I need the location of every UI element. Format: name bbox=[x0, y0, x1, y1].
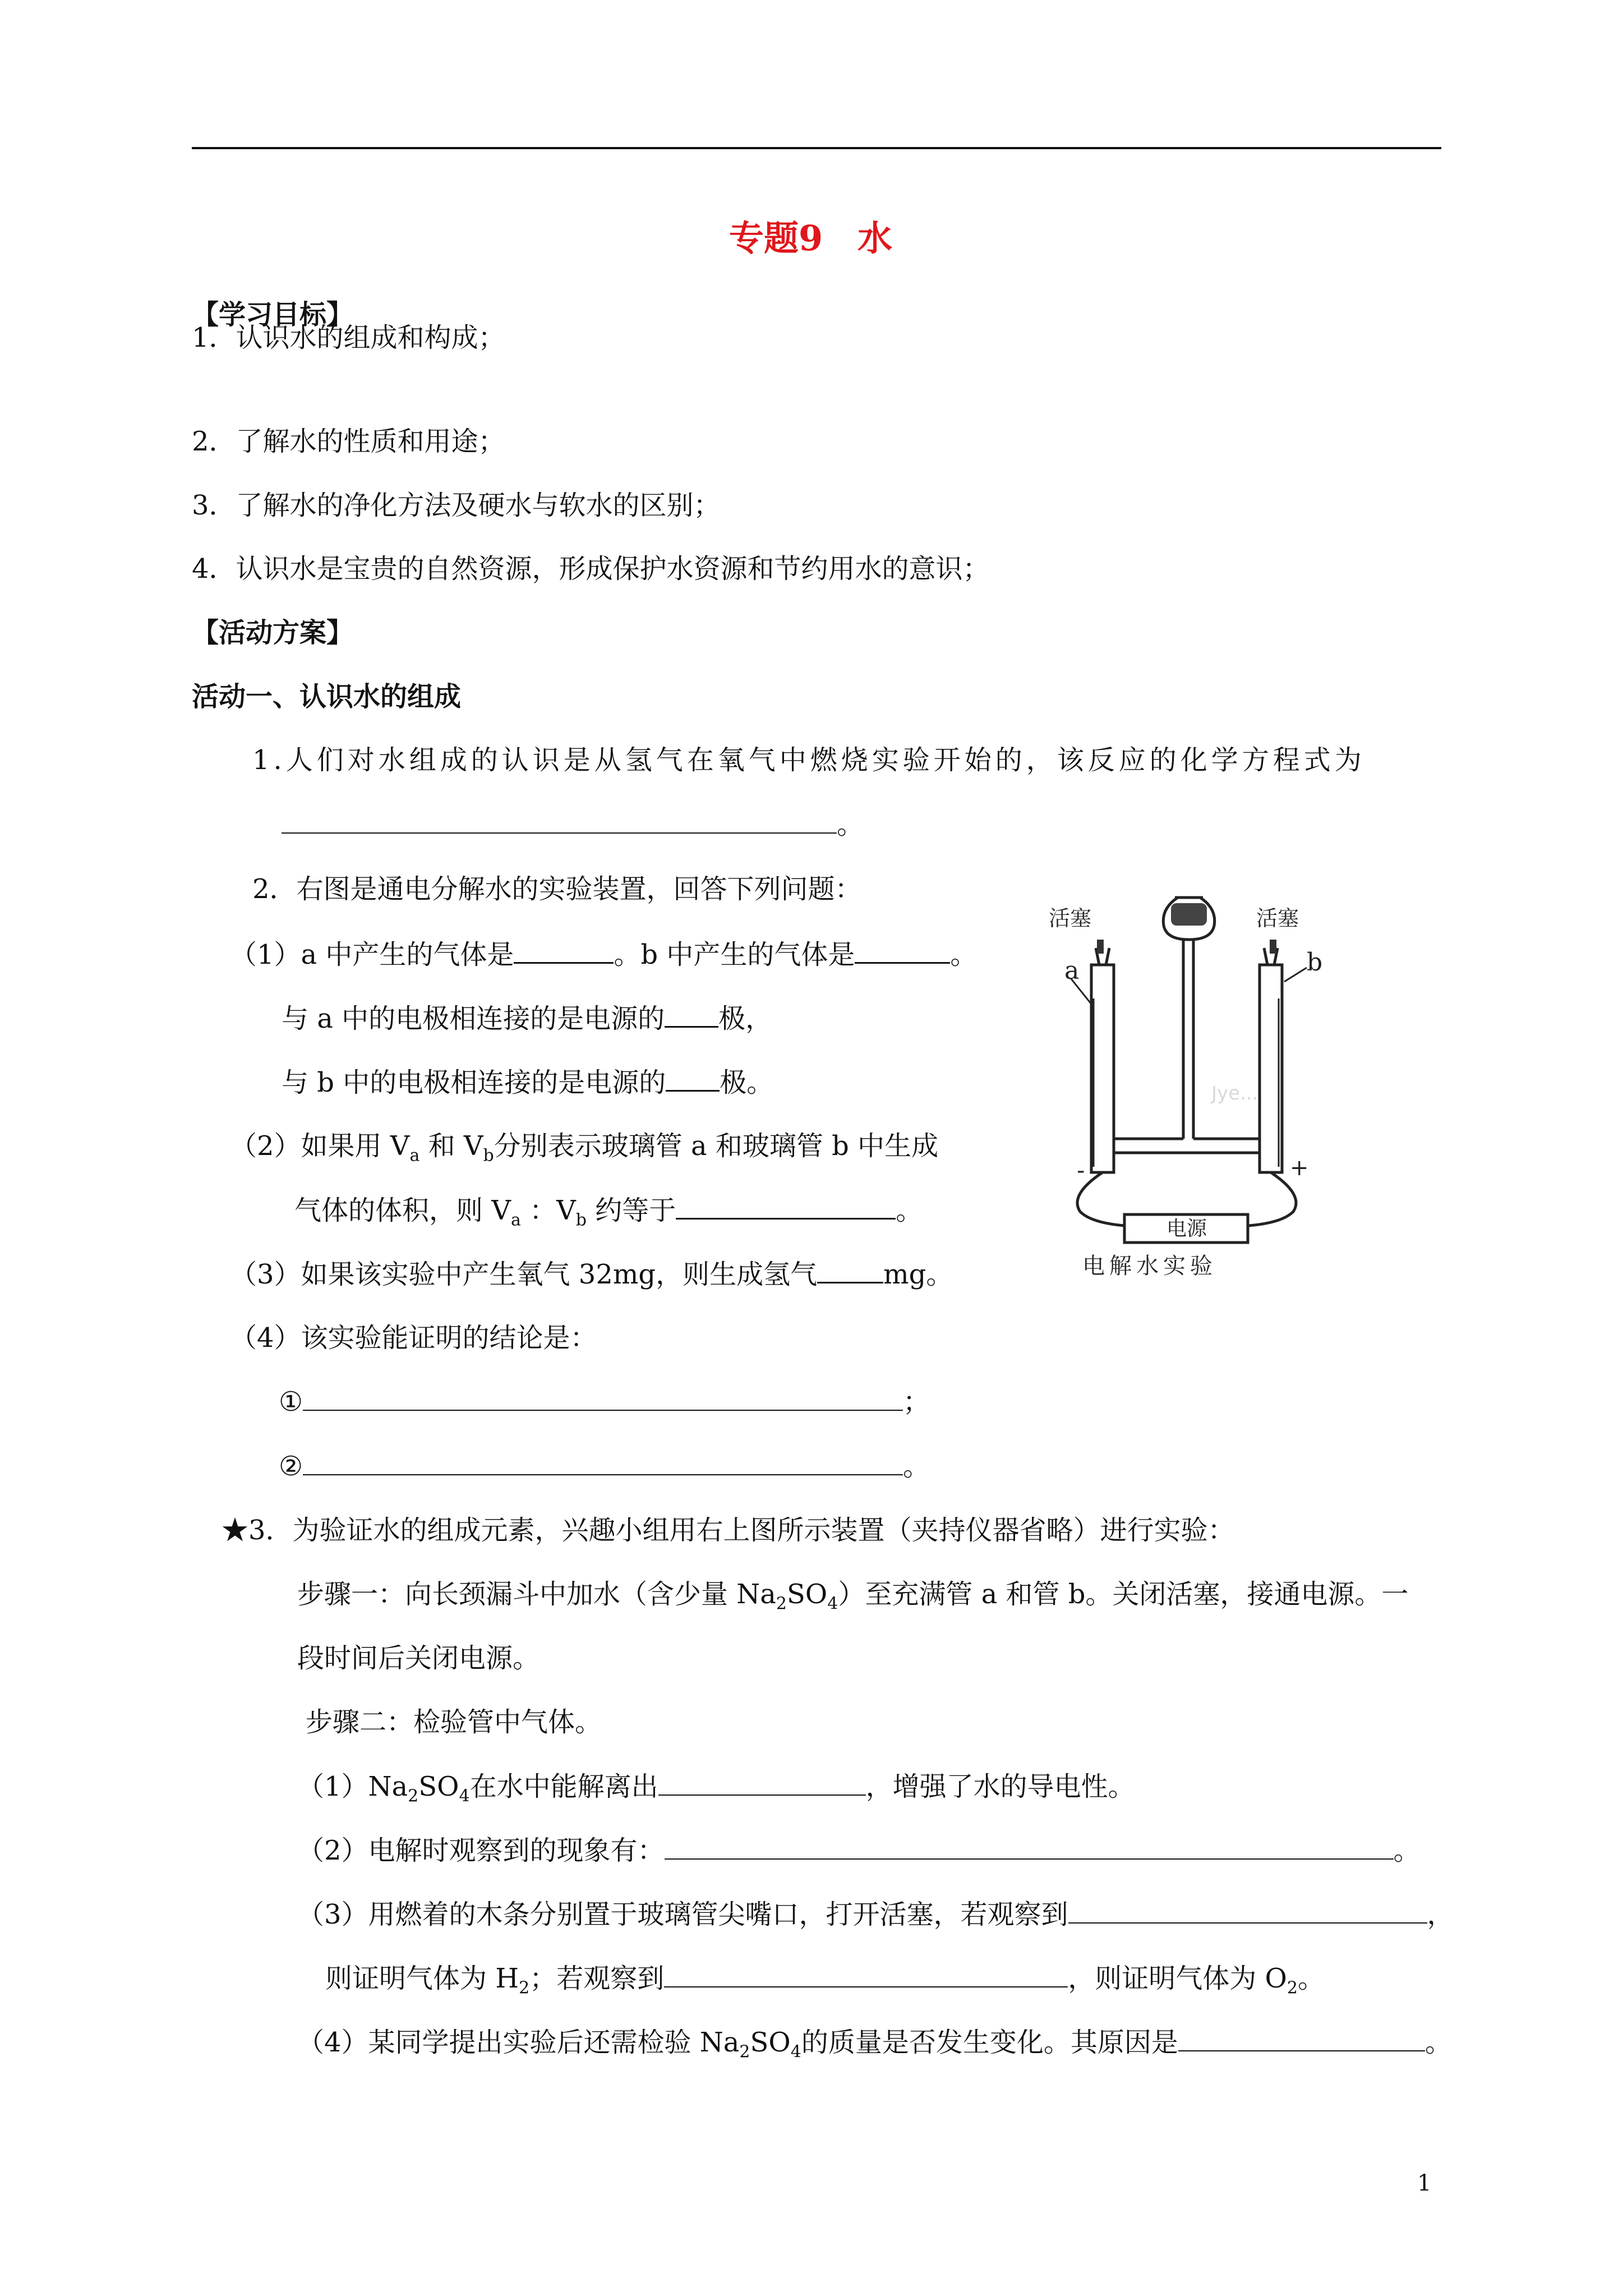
answer-blank[interactable] bbox=[303, 1385, 903, 1411]
question-3-part-3: （3）用燃着的木条分别置于玻璃管尖嘴口，打开活塞，若观察到 ， bbox=[297, 1899, 1454, 1930]
question-3-intro: ★3．为验证水的组成元素，兴趣小组用右上图所示装置（夹持仪器省略）进行实验： bbox=[222, 1515, 1235, 1546]
question-3-part-3-cont: 则证明气体为 $H_2$；若观察到 ，则证明气体为 $O_2$。 bbox=[325, 1963, 1325, 1998]
figure-caption: 电解水实验 bbox=[1082, 1253, 1217, 1279]
stopcock-label-right: 活塞 bbox=[1256, 906, 1299, 931]
answer-blank[interactable] bbox=[664, 1962, 1068, 1987]
question-2-part-4: （4）该实验能证明的结论是： bbox=[230, 1322, 597, 1354]
answer-blank[interactable] bbox=[658, 1770, 866, 1796]
goal-item-2: 2．了解水的性质和用途； bbox=[192, 426, 505, 457]
answer-blank[interactable] bbox=[817, 1257, 883, 1283]
question-3-part-4: （4）某同学提出实验后还需检验 $Na_2SO_4$的质量是否发生变化。其原因是 。 bbox=[297, 2027, 1452, 2062]
question-3-part-2: （2）电解时观察到的现象有： 。 bbox=[297, 1835, 1421, 1866]
goal-item-4: 4．认识水是宝贵的自然资源，形成保护水资源和节约用水的意识； bbox=[192, 553, 990, 585]
answer-blank[interactable] bbox=[1068, 1898, 1427, 1924]
question-1-answer-line: 。 bbox=[282, 808, 864, 841]
answer-blank[interactable] bbox=[676, 1193, 896, 1220]
goal-item-3: 3．了解水的净化方法及硬水与软水的区别； bbox=[192, 490, 721, 521]
activity-heading: 活动一、认识水的组成 bbox=[192, 681, 462, 712]
tube-a-label: a bbox=[1064, 956, 1080, 985]
page-number: 1 bbox=[1417, 2170, 1432, 2196]
answer-blank[interactable] bbox=[666, 1065, 720, 1092]
question-3-step-1: 步骤一：向长颈漏斗中加水（含少量 $Na_2SO_4$）至充满管 a 和管 b。关闭活塞，接通电源。一 bbox=[297, 1579, 1409, 1614]
answer-blank[interactable] bbox=[282, 808, 837, 834]
watermark: Jye... bbox=[1211, 1082, 1258, 1105]
tube-b-label: b bbox=[1307, 948, 1323, 977]
question-2-part-1-line-2: 与 a 中的电极相连接的是电源的 极， bbox=[282, 1001, 772, 1036]
power-supply-label: 电源 bbox=[1166, 1217, 1207, 1240]
answer-blank[interactable] bbox=[303, 1450, 903, 1475]
electrolysis-apparatus-figure bbox=[1043, 886, 1335, 1279]
question-2-part-2: （2）如果用 $V_a$ 和 $V_b$分别表示玻璃管 a 和玻璃管 b 中生成 bbox=[230, 1130, 939, 1166]
conclusion-2: ② 。 bbox=[279, 1451, 930, 1482]
question-2-intro: 2．右图是通电分解水的实验装置，回答下列问题： bbox=[252, 873, 862, 905]
goal-item-1: 1．认识水的组成和构成； bbox=[192, 322, 505, 353]
page-title: 专题9 水 bbox=[729, 218, 893, 259]
stopcock-label-left: 活塞 bbox=[1049, 906, 1092, 931]
header-rule bbox=[192, 147, 1441, 149]
question-2-part-1: （1）a 中产生的气体是 。b 中产生的气体是 。 bbox=[230, 937, 977, 972]
answer-blank[interactable] bbox=[1178, 2026, 1425, 2051]
answer-blank[interactable] bbox=[855, 937, 950, 964]
question-3-step-1-cont: 段时间后关闭电源。 bbox=[297, 1642, 540, 1674]
electrode-plus: + bbox=[1290, 1155, 1309, 1181]
section-heading-plan: 【活动方案】 bbox=[192, 617, 354, 648]
question-2-part-2-line-2: 气体的体积，则 $V_a$ ：$V_b$ 约等于 。 bbox=[294, 1193, 923, 1227]
question-3-part-1: $(1)Na_2SO_4$在水中能解离出 ，增强了水的导电性。 bbox=[297, 1771, 1135, 1806]
answer-blank[interactable] bbox=[665, 1834, 1394, 1860]
question-2-part-3: （3）如果该实验中产生氧气 32mg，则生成氢气 mg。 bbox=[230, 1257, 953, 1291]
section-heading-goals: 【学习目标】 bbox=[192, 299, 354, 330]
answer-blank[interactable] bbox=[665, 1001, 718, 1028]
conclusion-1: ① ； bbox=[279, 1386, 930, 1418]
question-1-text: 1.人们对水组成的认识是从氢气在氧气中燃烧实验开始的，该反应的化学方程式为 bbox=[252, 744, 1366, 776]
question-2-part-1-line-3: 与 b 中的电极相连接的是电源的 极。 bbox=[282, 1065, 773, 1099]
question-3-step-2: 步骤二：检验管中气体。 bbox=[306, 1706, 602, 1738]
electrode-minus: - bbox=[1077, 1158, 1085, 1184]
answer-blank[interactable] bbox=[514, 937, 614, 964]
